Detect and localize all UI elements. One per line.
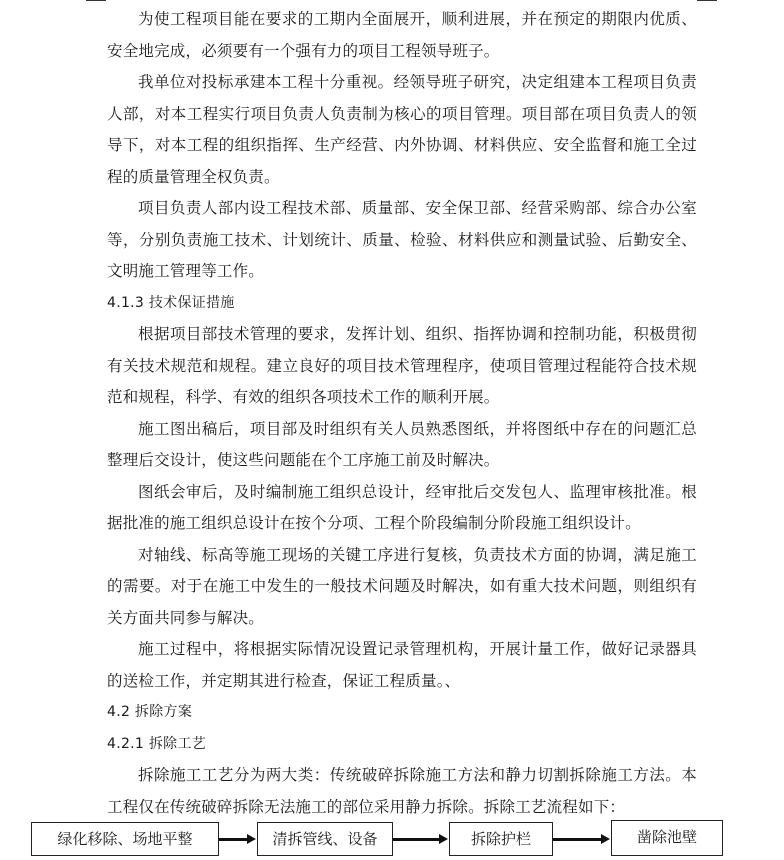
paragraph: 对轴线、标高等施工现场的关键工序进行复核，负责技术方面的协调，满足施工的需要。对于在施工中发生的一般技术问题及时解决，如有重大技术问题，则组织有关方面共同参与解决。 — [107, 545, 697, 627]
flow-arrow-icon — [219, 838, 249, 841]
header-rule-left — [86, 0, 106, 1]
paragraph: 根据项目部技术管理的要求，发挥计划、组织、指挥协调和控制功能，积极贯彻有关技术规范和规程。建立良好的项目技术管理程序，使项目管理过程能符合技术规范和规程，科学、有效的组织各项技术工作的顺利开展。 — [107, 325, 697, 406]
paragraph: 施工图出稿后，项目部及时组织有关人员熟悉图纸，并将图纸中存在的问题汇总整理后交设计，使这些问题能在个工序施工前及时解决。 — [107, 419, 697, 469]
paragraph: 施工过程中，将根据实际情况设置记录管理机构，开展计量工作，做好记录器具的送检工作，并定期其进行检查，保证工程质量。、 — [107, 640, 697, 690]
document-body — [107, 4, 697, 823]
paragraph: 为使工程项目能在要求的工期内全面展开，顺利进展，并在预定的期限内优质、安全地完成，必须要有一个强有力的项目工程领导班子。 — [107, 10, 697, 60]
section-heading-4-2: 4.2 拆除方案 — [107, 704, 193, 720]
paragraph: 项目负责人部内设工程技术部、质量部、安全保卫部、经营采购部、综合办公室等，分别负责施工技术、计划统计、质量、检验、材料供应和测量试验、后勤安全、文明施工管理等工作。 — [107, 199, 697, 280]
flow-step-2: 清拆管线、设备 — [257, 822, 393, 856]
paragraph: 我单位对投标承建本工程十分重视。经领导班子研究，决定组建本工程项目负责人部，对本工程实行项目负责人负责制为核心的项目管理。项目部在项目负责人的领导下，对本工程的组织指挥、生产经营、内外协调、材料供应、安全监督和施工全过程的质量管理全权负责。 — [107, 73, 697, 186]
flow-arrow-icon — [553, 838, 603, 841]
paragraph: 拆除施工工艺分为两大类：传统破碎拆除施工方法和静力切割拆除施工方法。本工程仅在传统破碎拆除无法施工的部位采用静力拆除。拆除工艺流程如下： — [107, 766, 697, 816]
flow-step-1: 绿化移除、场地平整 — [31, 822, 219, 856]
paragraph: 图纸会审后，及时编制施工组织总设计，经审批后交发包人、监理审核批准。根据批准的施工组织总设计在按个分项、工程个阶段编制分阶段施工组织设计。 — [107, 482, 697, 532]
header-rule-right — [697, 0, 717, 1]
flow-arrow-icon — [393, 838, 441, 841]
demolition-flowchart — [31, 820, 731, 860]
section-heading-4-2-1: 4.2.1 拆除工艺 — [107, 735, 207, 752]
flow-step-4: 凿除池壁 — [611, 820, 723, 856]
section-heading-4-1-3: 4.1.3 技术保证措施 — [107, 294, 235, 311]
flow-step-3: 拆除护栏 — [449, 822, 553, 856]
